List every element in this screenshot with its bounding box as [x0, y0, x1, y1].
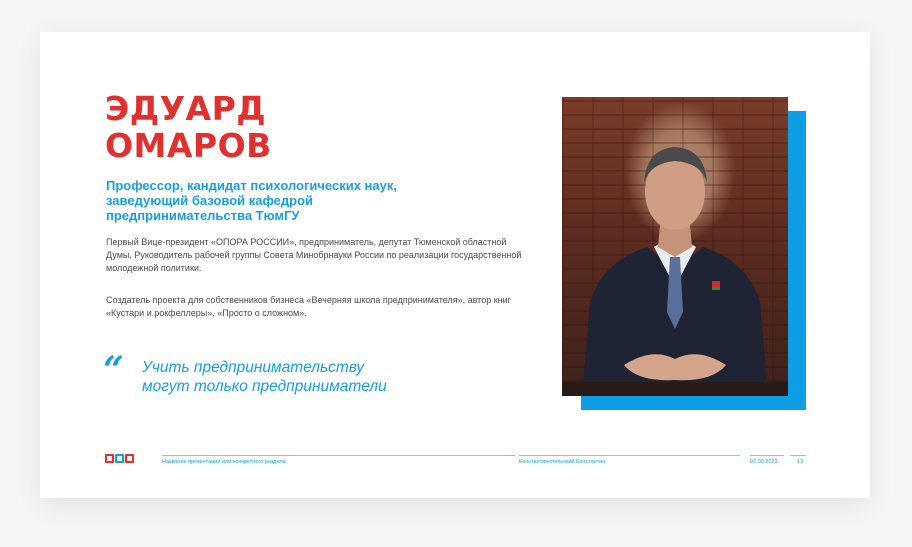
bio-paragraph-2: Создатель проекта для собственников бизнеса «Вечерняя школа предпринимателя», автор книг «Кустари и рокфеллеры», «Просто о сложном».: [106, 295, 511, 318]
quote-mark-icon: “: [103, 349, 124, 391]
footer-divider-2: [519, 455, 740, 456]
quote-line-2: могут только предприниматели: [142, 378, 387, 395]
footer-date: 07.00.2023: [750, 459, 778, 465]
footer-author: Константинопольский Константин: [519, 459, 606, 465]
speaker-name: [105, 90, 272, 164]
speaker-photo: [562, 97, 788, 396]
quote: [142, 358, 387, 396]
slide: [40, 32, 870, 498]
logo-icon: [105, 452, 135, 466]
speaker-first-name: ЭДУАРД: [105, 89, 267, 128]
speaker-role: Профессор, кандидат психологических наук, заведующий базовой кафедрой предпринимательства ТюмГУ: [106, 178, 397, 223]
bio-paragraph-1: Первый Вице-президент «ОПОРА РОССИИ», предприниматель, депутат Тюменской областной Думы, Руководитель рабочей группы Совета Минобрнауки России по реализации государственной молодежной политики.: [106, 237, 522, 273]
footer-presentation-title: Название презентации или конкретного раздела: [162, 459, 286, 465]
speaker-last-name: ОМАРОВ: [105, 126, 272, 165]
footer-page-number: 13: [797, 459, 804, 465]
footer-divider-3: [750, 455, 784, 456]
speaker-figure-icon: [562, 97, 788, 396]
quote-line-1: Учить предпринимательству: [142, 359, 365, 376]
footer-divider-1: [162, 455, 515, 456]
footer-divider-4: [790, 455, 806, 456]
